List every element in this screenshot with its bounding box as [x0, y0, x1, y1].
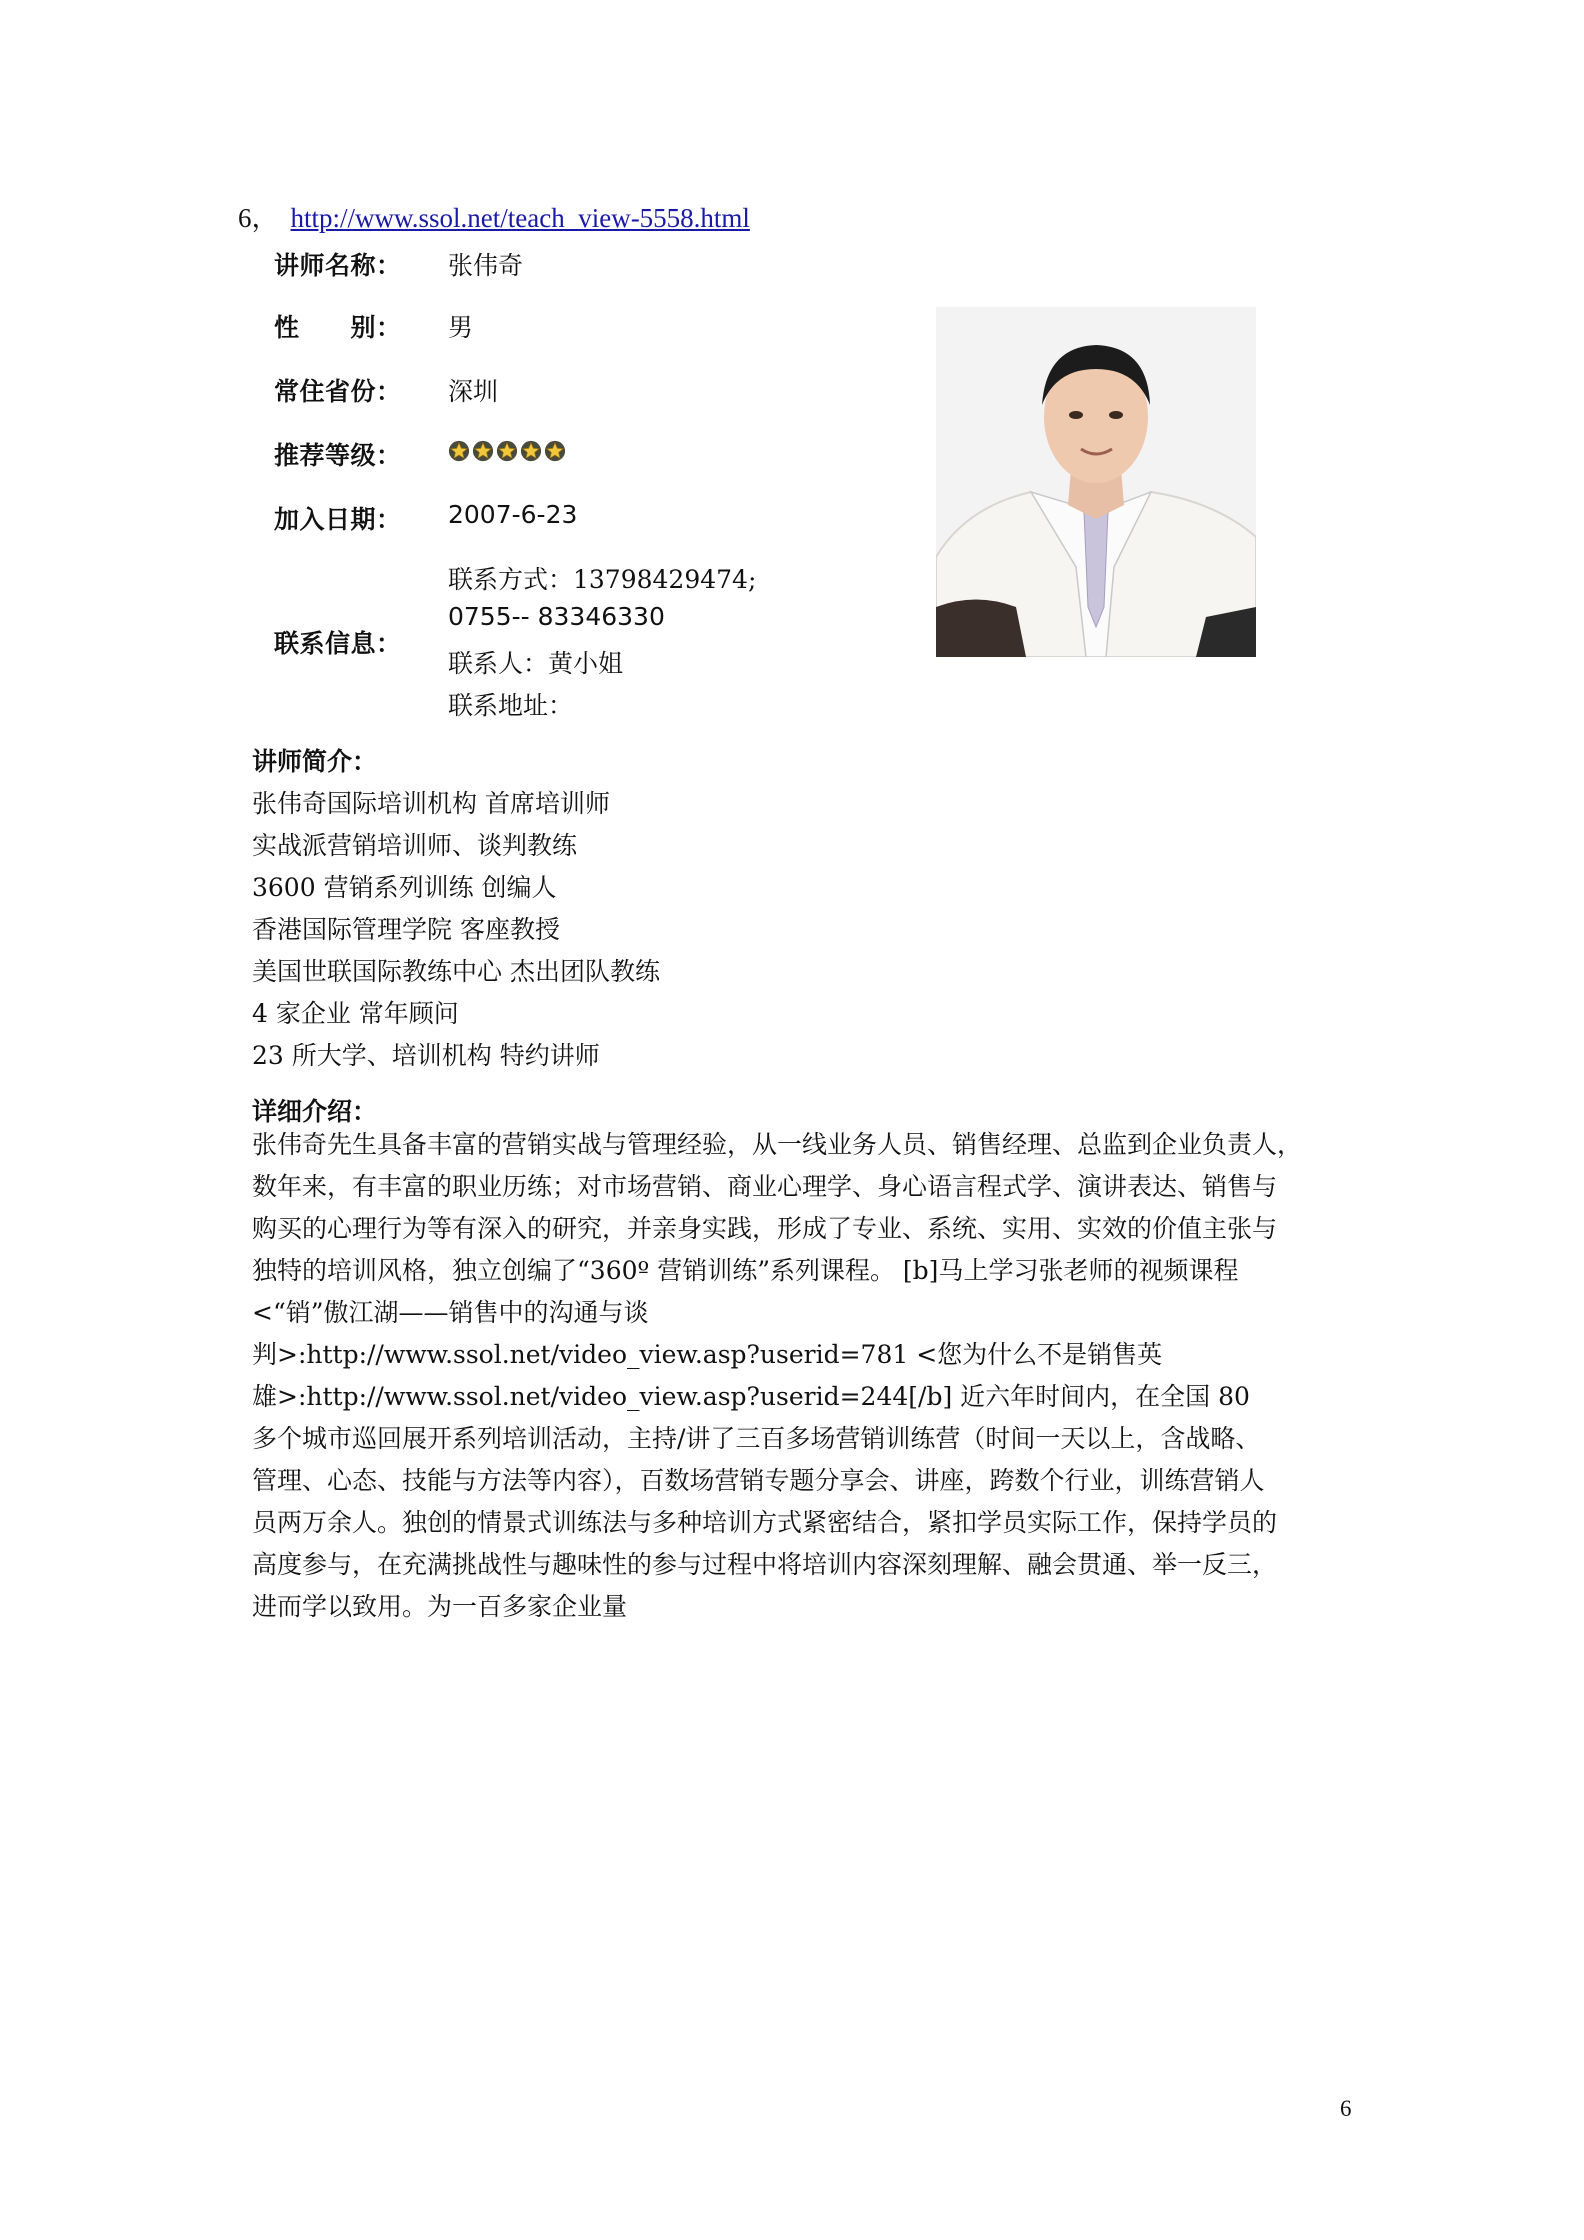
star-icon: [496, 440, 518, 462]
contact-label: 联系信息：: [274, 629, 402, 658]
intro-line: 23 所大学、培训机构 特约讲师: [252, 1041, 600, 1070]
detail-line: 数年来，有丰富的职业历练；对市场营销、商业心理学、身心语言程式学、演讲表达、销售与: [252, 1172, 1278, 1201]
detail-paragraph: [252, 1124, 1348, 1628]
name-value: 张伟奇: [448, 251, 524, 280]
page-number: 6: [1340, 2096, 1352, 2121]
star-icon: [472, 440, 494, 462]
item-number: 6，: [238, 203, 279, 233]
province-label: 常住省份：: [274, 377, 402, 406]
intro-line: 3600 营销系列训练 创编人: [252, 873, 557, 902]
join-date-value: 2007-6-23: [448, 500, 578, 529]
rating-stars: [448, 440, 566, 462]
profile-link[interactable]: http://www.ssol.net/teach_view-5558.html: [290, 203, 750, 233]
portrait-image: [936, 307, 1256, 657]
intro-line: 张伟奇国际培训机构 首席培训师: [252, 789, 610, 818]
detail-title: 详细介绍：: [252, 1097, 378, 1126]
star-icon: [520, 440, 542, 462]
intro-line: 4 家企业 常年顾问: [252, 999, 459, 1028]
detail-line: <“销”傲江湖——销售中的沟通与谈: [252, 1298, 649, 1327]
detail-line: 雄>:http://www.ssol.net/video_view.asp?userid=244[/b] 近六年时间内，在全国 80: [252, 1382, 1250, 1411]
detail-line: 进而学以致用。为一百多家企业量: [252, 1592, 628, 1621]
join-date-label: 加入日期：: [274, 505, 402, 534]
intro-title: 讲师简介：: [252, 747, 378, 776]
detail-line: 判>:http://www.ssol.net/video_view.asp?userid=781 <您为什么不是销售英: [252, 1340, 1163, 1369]
detail-line: 购买的心理行为等有深入的研究，并亲身实践，形成了专业、系统、实用、实效的价值主张与: [252, 1214, 1278, 1243]
gender-value: 男: [448, 313, 474, 342]
intro-line: 实战派营销培训师、谈判教练: [252, 831, 578, 860]
contact-address: 联系地址：: [448, 691, 574, 720]
contact-landline: 0755-- 83346330: [448, 602, 665, 631]
star-icon: [448, 440, 470, 462]
detail-line: 多个城市巡回展开系列培训活动，主持/讲了三百多场营销训练营（时间一天以上，含战略、: [252, 1424, 1261, 1453]
intro-line: 香港国际管理学院 客座教授: [252, 915, 560, 944]
name-label: 讲师名称：: [274, 251, 402, 280]
detail-line: 员两万余人。独创的情景式训练法与多种培训方式紧密结合，紧扣学员实际工作，保持学员的: [252, 1508, 1278, 1537]
trainer-photo: [936, 307, 1256, 657]
detail-line: 独特的培训风格，独立创编了“360º 营销训练”系列课程。 [b]马上学习张老师的视频课程: [252, 1256, 1239, 1285]
contact-phone: 联系方式：13798429474;: [448, 565, 757, 594]
detail-line: 张伟奇先生具备丰富的营销实战与管理经验，从一线业务人员、销售经理、总监到企业负责人，: [252, 1130, 1303, 1159]
gender-label: 性 别：: [274, 313, 402, 342]
detail-line: 高度参与，在充满挑战性与趣味性的参与过程中将培训内容深刻理解、融会贯通、举一反三，: [252, 1550, 1278, 1579]
detail-line: 管理、心态、技能与方法等内容），百数场营销专题分享会、讲座，跨数个行业，训练营销人: [252, 1466, 1265, 1495]
item-heading: [238, 196, 750, 235]
intro-line: 美国世联国际教练中心 杰出团队教练: [252, 957, 660, 986]
star-icon: [544, 440, 566, 462]
province-value: 深圳: [448, 377, 499, 406]
rating-label: 推荐等级：: [274, 441, 402, 470]
contact-person: 联系人：黄小姐: [448, 649, 624, 678]
